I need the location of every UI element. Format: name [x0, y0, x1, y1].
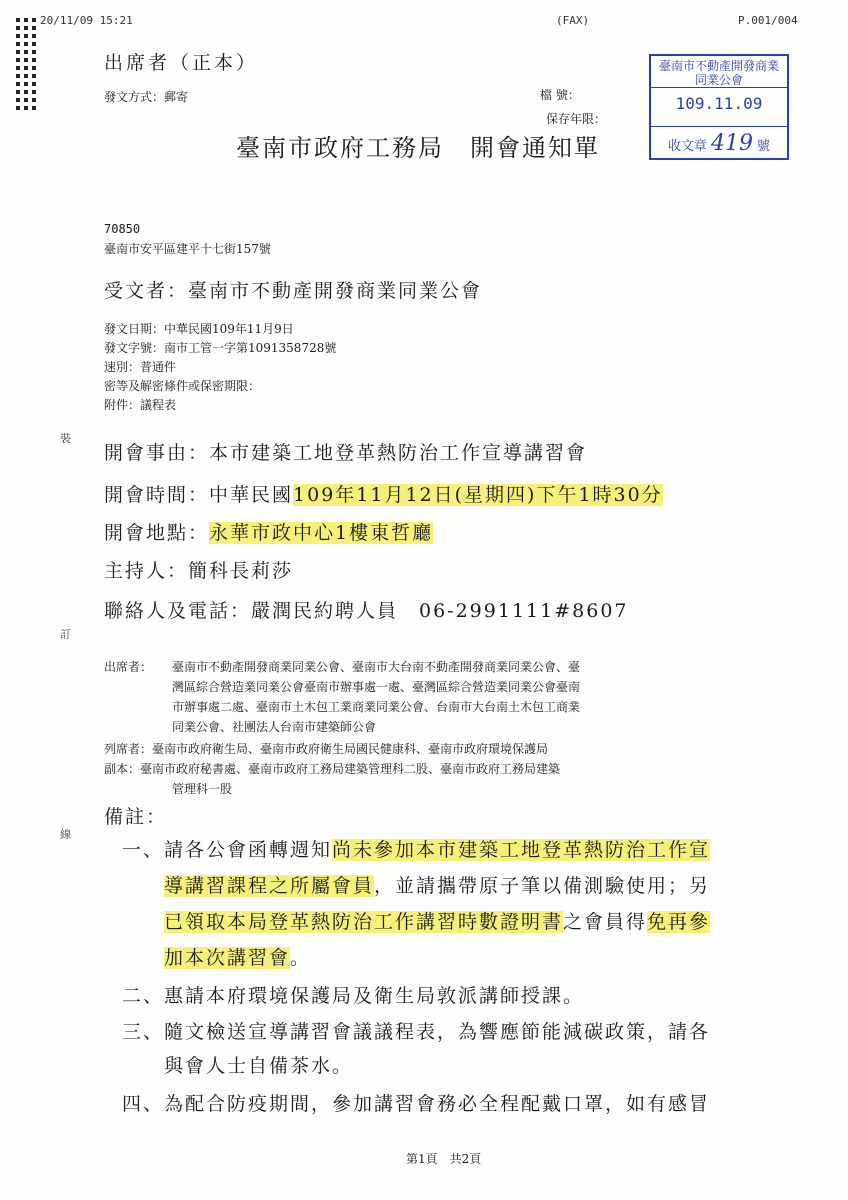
meeting-place-value: 永華市政中心1樓東哲廳	[209, 522, 434, 544]
remark-item-2: 二、惠請本府環境保護局及衛生局敦派講師授課。	[122, 985, 585, 1007]
document-title: 臺南市政府工務局 開會通知單	[236, 134, 600, 162]
postal-code: 70850	[104, 222, 141, 236]
fax-page-number: P.001/004	[738, 14, 798, 27]
remark-item-4: 四、為配合防疫期間，參加講習會務必全程配戴口罩，如有感冒	[122, 1093, 711, 1115]
stamp-receipt-suffix: 號	[757, 139, 771, 154]
delivery-method: 發文方式：郵寄	[104, 90, 189, 104]
remark-item-1-line-2	[164, 868, 710, 904]
stamp-receipt-number	[651, 126, 787, 156]
fax-label: (FAX)	[556, 14, 590, 27]
meeting-time-label: 開會時間：中華民國	[104, 484, 294, 506]
document-number: 發文字號：南市工管一字第1091358728號	[104, 341, 337, 355]
meeting-contact: 聯絡人及電話：嚴潤民約聘人員 06-2991111#8607	[104, 600, 629, 622]
remark-item-1-number: 一、	[122, 839, 165, 861]
cc-line-1: 副本：臺南市政府秘書處、臺南市政府工務局建築管理科二股、臺南市政府工務局建築	[104, 762, 561, 776]
street-address: 臺南市安平區建平十七街157號	[104, 242, 271, 256]
meeting-subject: 開會事由：本市建築工地登革熱防治工作宣導講習會	[104, 442, 588, 464]
remark-text: 請各公會函轉週知	[164, 839, 333, 861]
retention-label: 保存年限：	[546, 112, 607, 126]
issue-date: 發文日期：中華民國109年11月9日	[104, 322, 294, 336]
meeting-place-label: 開會地點：	[104, 522, 210, 544]
meeting-host: 主持人：簡科長莉莎	[104, 560, 294, 582]
remark-item-3-line-1: 三、隨文檢送宣導講習會議議程表，為響應節能減碳政策，請各	[122, 1021, 711, 1043]
remark-highlight: 加本次講習會	[164, 947, 291, 969]
remark-item-1-line-3	[164, 904, 710, 940]
remark-text: 之會員得	[563, 911, 648, 933]
page-footer: 第1頁 共2頁	[406, 1152, 482, 1166]
cc-line-2: 管理科一股	[172, 782, 233, 796]
attendees-label: 出席者：	[104, 660, 153, 674]
remark-item-1-line-4	[164, 940, 311, 976]
fax-datetime: 20/11/09 15:21	[40, 14, 133, 27]
meeting-place	[104, 518, 433, 545]
attendees-line: 同業公會、社團法人台南市建築師公會	[172, 720, 377, 734]
remark-item-1-line-1	[122, 832, 710, 868]
observers: 列席者：臺南市政府衛生局、臺南市政府衛生局國民健康科、臺南市政府環境保護局	[104, 742, 549, 756]
attachment: 附件：議程表	[104, 398, 177, 412]
binding-mark-bottom: 線	[60, 828, 71, 841]
fax-corner-mark	[16, 14, 38, 110]
remark-highlight: 尚未參加本市建築工地登革熱防治工作宣	[332, 839, 711, 861]
remark-highlight: 導講習課程之所屬會員	[164, 875, 375, 897]
attendees-line: 灣區綜合營造業同業公會臺南市辦事處一處、臺灣區綜合營造業同業公會臺南	[172, 680, 581, 694]
attendees-line: 臺南市不動產開發商業同業公會、臺南市大台南不動產開發商業同業公會、臺	[172, 660, 581, 674]
urgency: 速別：普通件	[104, 360, 177, 374]
remark-highlight: 免再參	[647, 911, 711, 933]
remark-item-3-line-2: 與會人士自備茶水。	[164, 1055, 354, 1077]
remark-text: 。	[290, 947, 312, 969]
receipt-stamp	[649, 54, 789, 160]
copy-label: 出席者（正本）	[104, 52, 259, 74]
stamp-date: 109.11.09	[675, 94, 763, 113]
stamp-organization: 臺南市不動產開發商業同業公會	[651, 59, 787, 88]
remark-text: ，並請攜帶原子筆以備測驗使用；另	[374, 875, 711, 897]
meeting-time-value: 109年11月12日(星期四)下午1時30分	[293, 484, 663, 506]
remark-highlight: 已領取本局登革熱防治工作講習時數證明書	[164, 911, 564, 933]
confidentiality: 密等及解密條件或保密期限：	[104, 379, 261, 393]
recipient: 受文者：臺南市不動產開發商業同業公會	[104, 280, 483, 302]
binding-mark-mid: 訂	[60, 628, 71, 641]
attendees-line: 市辦事處二處、臺南市土木包工業商業同業公會、台南市大台南土木包工商業	[172, 700, 581, 714]
file-number-label: 檔 號：	[540, 88, 580, 102]
binding-mark-top: 裝	[60, 432, 71, 445]
meeting-time	[104, 480, 663, 507]
stamp-receipt-value: 419	[711, 131, 753, 156]
stamp-receipt-prefix: 收文章	[667, 139, 707, 154]
remarks-label: 備註：	[104, 806, 168, 828]
